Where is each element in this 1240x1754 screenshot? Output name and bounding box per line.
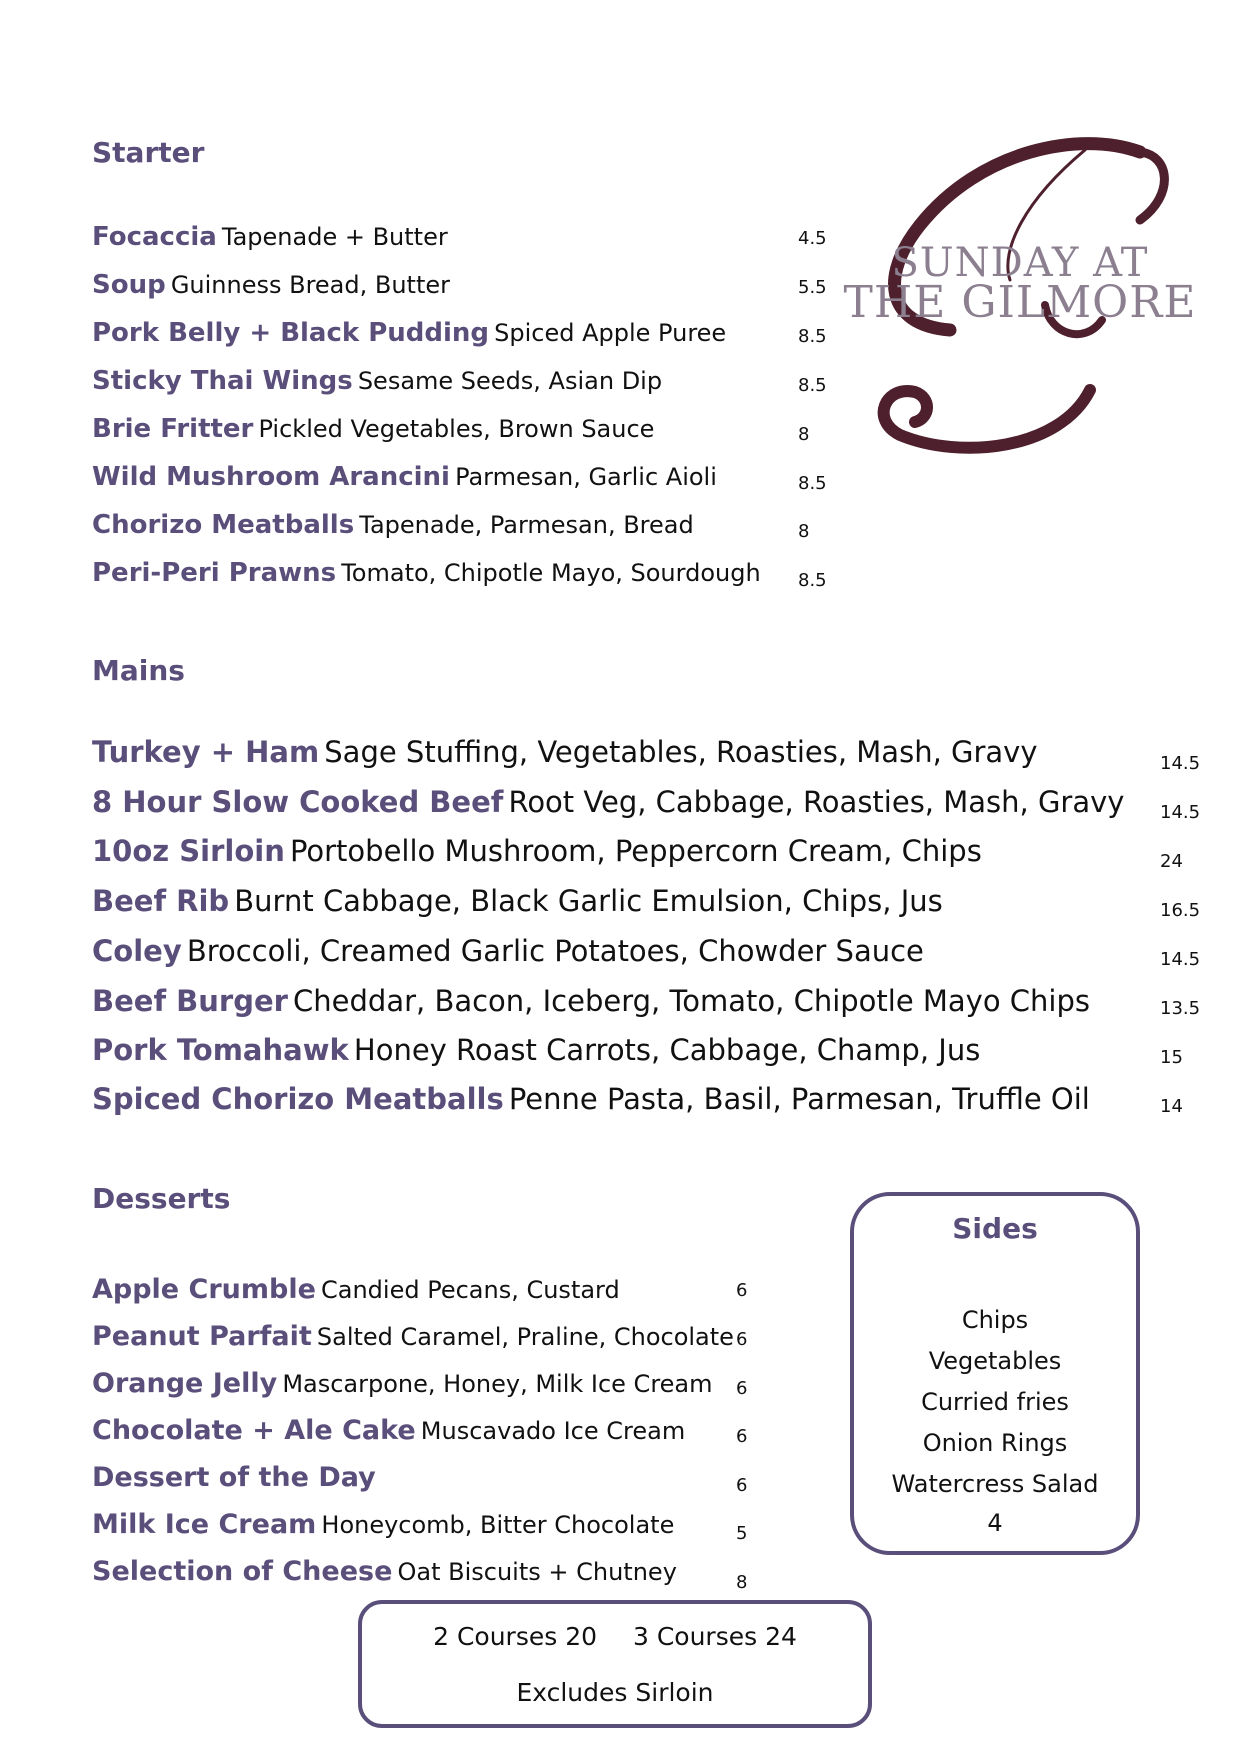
dish-price: 14.5 xyxy=(1160,949,1201,970)
dish-price: 8.5 xyxy=(798,473,827,494)
side-item: Watercress Salad xyxy=(891,1470,1099,1498)
side-item: Onion Rings xyxy=(922,1429,1068,1457)
dish-description: Penne Pasta, Basil, Parmesan, Truffle Oil xyxy=(508,1082,1090,1116)
list-item xyxy=(92,414,654,444)
dish-name: Coley xyxy=(92,934,182,968)
dish-price: 6 xyxy=(736,1426,748,1447)
dish-name: Beef Burger xyxy=(92,984,288,1018)
dish-name: Chocolate + Ale Cake xyxy=(92,1415,416,1446)
list-item xyxy=(92,1462,376,1493)
starter-heading: Starter xyxy=(92,136,205,169)
dish-description: Burnt Cabbage, Black Garlic Emulsion, Chips, Jus xyxy=(234,884,943,918)
courses-note: Excludes Sirloin xyxy=(516,1678,714,1707)
dish-price: 6 xyxy=(736,1329,748,1350)
three-course-price: 3 Courses 24 xyxy=(632,1622,797,1651)
dish-price: 6 xyxy=(736,1378,748,1399)
dish-name: Focaccia xyxy=(92,222,217,252)
dish-description: Candied Pecans, Custard xyxy=(321,1276,620,1304)
list-item xyxy=(92,366,662,396)
sides-list xyxy=(854,1300,1136,1505)
dish-name: Brie Fritter xyxy=(92,414,254,444)
dish-price: 6 xyxy=(736,1280,748,1301)
dish-name: Pork Belly + Black Pudding xyxy=(92,318,490,348)
sides-price: 4 xyxy=(987,1509,1003,1537)
dish-description: Broccoli, Creamed Garlic Potatoes, Chowder Sauce xyxy=(186,934,924,968)
dish-name: Beef Rib xyxy=(92,884,230,918)
dish-price: 8 xyxy=(798,521,810,542)
dish-name: Peanut Parfait xyxy=(92,1321,312,1352)
list-item xyxy=(92,1321,734,1352)
dish-price: 8 xyxy=(736,1572,748,1593)
dish-name: Chorizo Meatballs xyxy=(92,510,355,540)
list-item xyxy=(92,558,761,588)
dish-price: 13.5 xyxy=(1160,998,1201,1019)
dish-description: Mascarpone, Honey, Milk Ice Cream xyxy=(282,1370,713,1398)
mains-heading: Mains xyxy=(92,654,185,687)
dish-price: 8 xyxy=(798,424,810,445)
list-item xyxy=(92,1082,1090,1116)
dish-name: Pork Tomahawk xyxy=(92,1033,349,1067)
dish-name: Selection of Cheese xyxy=(92,1556,393,1587)
dish-price: 14.5 xyxy=(1160,753,1201,774)
sides-box xyxy=(850,1192,1140,1555)
list-item xyxy=(92,1556,677,1587)
side-item: Curried fries xyxy=(921,1388,1069,1416)
dish-price: 5.5 xyxy=(798,277,827,298)
dish-name: Spiced Chorizo Meatballs xyxy=(92,1082,504,1116)
dish-price: 8.5 xyxy=(798,326,827,347)
dish-name: Milk Ice Cream xyxy=(92,1509,317,1540)
list-item xyxy=(92,1415,685,1446)
list-item xyxy=(92,984,1090,1018)
dish-description: Muscavado Ice Cream xyxy=(420,1417,686,1445)
dish-name: 10oz Sirloin xyxy=(92,834,285,868)
list-item xyxy=(92,785,1124,819)
dish-price: 15 xyxy=(1160,1047,1183,1068)
list-item xyxy=(92,1368,713,1399)
dish-description: Root Veg, Cabbage, Roasties, Mash, Gravy xyxy=(508,785,1125,819)
dish-description: Sage Stuffing, Vegetables, Roasties, Mash, Gravy xyxy=(324,735,1038,769)
dish-price: 16.5 xyxy=(1160,900,1201,921)
dish-description: Oat Biscuits + Chutney xyxy=(397,1558,677,1586)
list-item xyxy=(92,318,726,348)
courses-box xyxy=(358,1600,872,1728)
dish-name: 8 Hour Slow Cooked Beef xyxy=(92,785,504,819)
dish-description: Tapenade + Butter xyxy=(221,223,448,251)
list-item xyxy=(92,735,1038,769)
dish-price: 14.5 xyxy=(1160,802,1201,823)
dish-name: Sticky Thai Wings xyxy=(92,366,353,396)
dish-description: Cheddar, Bacon, Iceberg, Tomato, Chipotle Mayo Chips xyxy=(293,984,1091,1018)
list-item xyxy=(92,934,924,968)
dish-description: Tapenade, Parmesan, Bread xyxy=(359,511,694,539)
gilmore-logo xyxy=(840,130,1200,460)
dish-price: 8.5 xyxy=(798,570,827,591)
list-item xyxy=(92,1509,674,1540)
desserts-heading: Desserts xyxy=(92,1182,231,1215)
dish-name: Turkey + Ham xyxy=(92,735,320,769)
dish-price: 6 xyxy=(736,1475,748,1496)
side-item: Chips xyxy=(961,1306,1029,1334)
dish-description: Spiced Apple Puree xyxy=(494,319,727,347)
dish-name: Peri-Peri Prawns xyxy=(92,558,337,588)
dish-name: Apple Crumble xyxy=(92,1274,316,1305)
dish-price: 8.5 xyxy=(798,375,827,396)
dish-description: Pickled Vegetables, Brown Sauce xyxy=(258,415,655,443)
list-item xyxy=(92,270,450,300)
brand-line-1: SUNDAY AT xyxy=(891,240,1149,286)
list-item xyxy=(92,1033,980,1067)
dish-description: Parmesan, Garlic Aioli xyxy=(455,463,717,491)
dish-price: 5 xyxy=(736,1523,748,1544)
list-item xyxy=(92,884,943,918)
side-item: Vegetables xyxy=(928,1347,1062,1375)
dish-description: Salted Caramel, Praline, Chocolate xyxy=(316,1323,734,1351)
list-item xyxy=(92,462,717,492)
list-item xyxy=(92,1274,620,1305)
sides-heading: Sides xyxy=(952,1212,1038,1245)
list-item xyxy=(92,510,694,540)
dish-description: Tomato, Chipotle Mayo, Sourdough xyxy=(341,559,761,587)
dish-name: Soup xyxy=(92,270,166,300)
list-item xyxy=(92,834,982,868)
brand-line-2: THE GILMORE xyxy=(843,277,1197,328)
course-prices xyxy=(362,1622,868,1651)
list-item xyxy=(92,222,448,252)
dish-name: Orange Jelly xyxy=(92,1368,278,1399)
dish-description: Portobello Mushroom, Peppercorn Cream, Chips xyxy=(289,834,982,868)
dish-description: Honey Roast Carrots, Cabbage, Champ, Jus xyxy=(353,1033,981,1067)
dish-description: Sesame Seeds, Asian Dip xyxy=(357,367,663,395)
two-course-price: 2 Courses 20 xyxy=(433,1622,598,1651)
dish-description: Honeycomb, Bitter Chocolate xyxy=(321,1511,675,1539)
dish-name: Dessert of the Day xyxy=(92,1462,376,1493)
dish-description: Guinness Bread, Butter xyxy=(170,271,451,299)
dish-price: 14 xyxy=(1160,1096,1183,1117)
dish-price: 24 xyxy=(1160,851,1183,872)
dish-price: 4.5 xyxy=(798,228,827,249)
dish-name: Wild Mushroom Arancini xyxy=(92,462,450,492)
